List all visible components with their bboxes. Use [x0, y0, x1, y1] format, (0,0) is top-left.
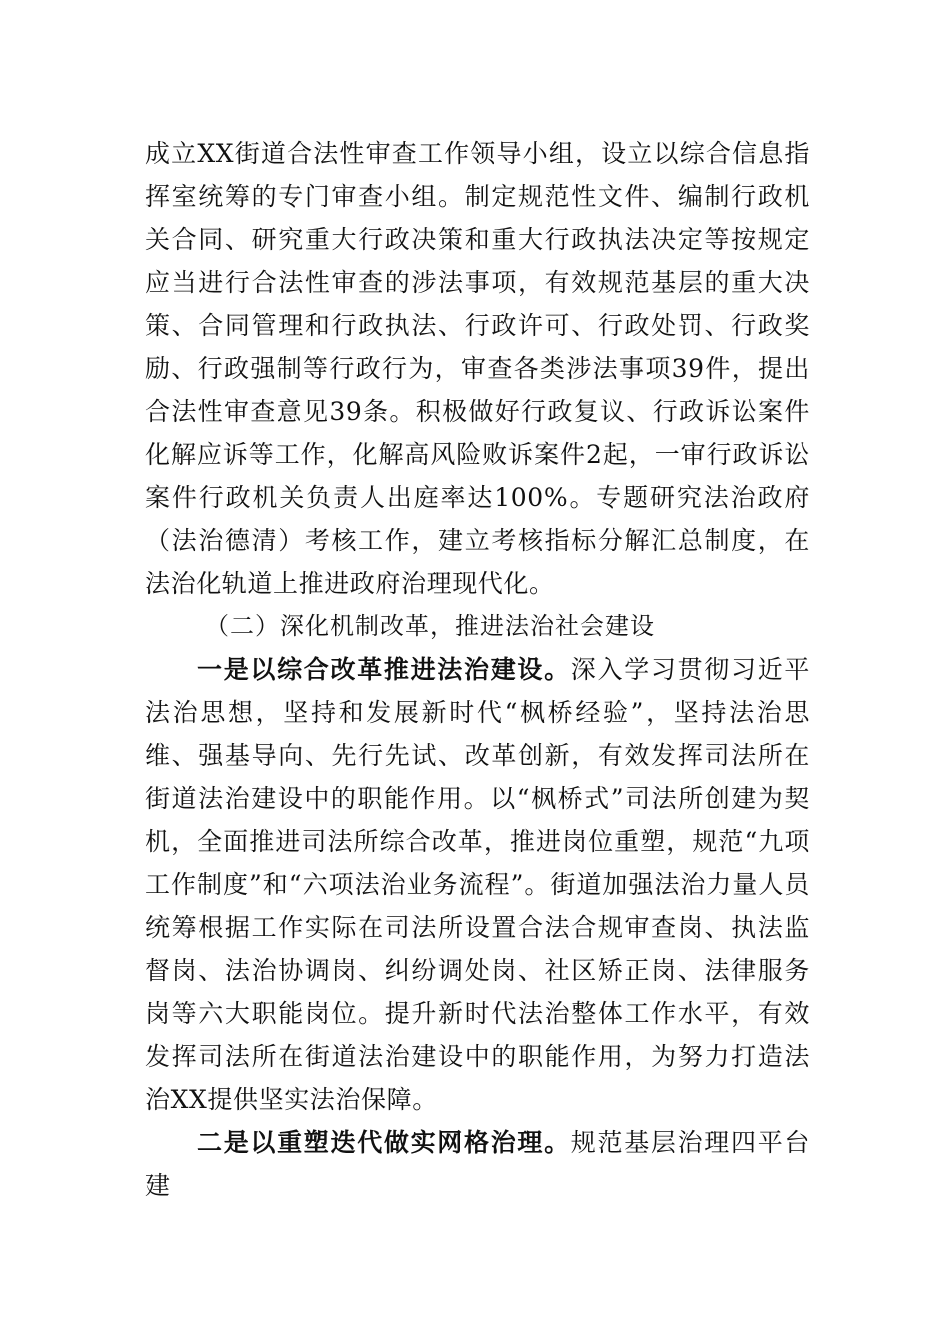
paragraph-grid-governance — [145, 1121, 810, 1207]
paragraph-lead: 二是以重塑迭代做实网格治理。 — [197, 1128, 571, 1157]
paragraph-text: 深入学习贯彻习近平法治思想，坚持和发展新时代“枫桥经验”，坚持法治思维、强基导向、先行先试、改革创新，有效发挥司法所在街道法治建设中的职能作用。以“枫桥式”司法所创建为契机，全面推进司法所综合改革，推进岗位重塑，规范“九项工作制度”和“六项法治业务流程”。街道加强法治力量人员统筹根据工作实际在司法所设置合法合规审查岗、执法监督岗、法治协调岗、纠纷调处岗、社区矫正岗、法律服务岗等六大职能岗位。提升新时代法治整体工作水平，有效发挥司法所在街道法治建设中的职能作用，为努力打造法治XX提供坚实法治保障。 — [145, 655, 810, 1114]
paragraph-comprehensive-reform — [145, 648, 810, 1121]
section-heading: （二）深化机制改革，推进法治社会建设 — [205, 612, 655, 640]
paragraph-lead: 一是以综合改革推进法治建设。 — [197, 655, 571, 684]
paragraph-legality-review: 成立XX街道合法性审查工作领导小组，设立以综合信息指挥室统筹的专门审查小组。制定规范性文件、编制行政机关合同、研究重大行政决策和重大行政执法决定等按规定应当进行合法性审查的涉法事项，有效规范基层的重大决策、合同管理和行政执法、行政许可、行政处罚、行政奖励、行政强制等行政行为，审查各类涉法事项39件，提出合法性审查意见39条。积极做好行政复议、行政诉讼案件化解应诉等工作，化解高风险败诉案件2起，一审行政诉讼案件行政机关负责人出庭率达100%。专题研究法治政府（法治德清）考核工作，建立考核指标分解汇总制度，在法治化轨道上推进政府治理现代化。 — [145, 139, 810, 598]
document-body — [145, 132, 810, 1207]
paragraph-text: 规范基层治理四平台建 — [145, 1128, 810, 1200]
